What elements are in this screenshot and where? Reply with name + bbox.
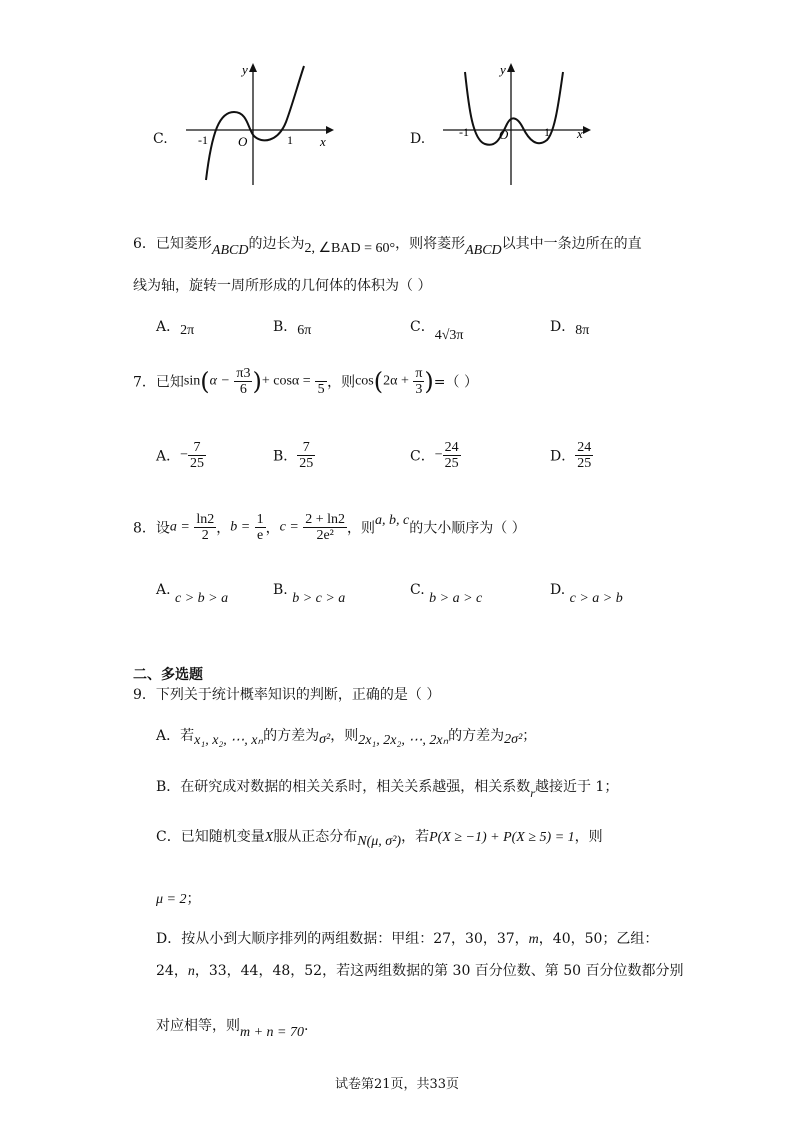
q7-cos: cos xyxy=(355,373,374,389)
option-label: A． xyxy=(156,448,181,465)
q8-comma-2: ， xyxy=(265,520,280,537)
math-x-list: x₁, x₂, ⋯, xₙ xyxy=(194,733,264,748)
q7-option-d xyxy=(550,440,593,471)
label-y: y xyxy=(500,62,506,77)
q9-stem: 9．下列关于统计概率知识的判断，正确的是（ ） xyxy=(133,687,441,703)
text: ，33，44，48，52，若这两组数据的第 30 百分位数、第 50 百分位数都分别 xyxy=(194,963,684,979)
frac-num: 7 xyxy=(297,440,315,456)
math-normal: N(μ, σ²) xyxy=(357,834,402,849)
math-sigma-sq: σ² xyxy=(319,732,331,747)
q8-then: ，则 xyxy=(347,520,376,537)
q9-option-a xyxy=(156,725,537,748)
option-value: 2π xyxy=(180,323,195,338)
text: B．在研究成对数据的相关关系时，相关关系越强，相关系数 xyxy=(156,779,531,795)
text: 服从正态分布 xyxy=(273,829,358,845)
x-axis-arrow xyxy=(583,126,591,134)
math-n: n xyxy=(187,964,195,979)
label-neg-one: -1 xyxy=(198,133,208,147)
q9-option-c-line2 xyxy=(156,888,200,908)
math-probability: P(X ≥ −1) + P(X ≥ 5) = 1 xyxy=(429,830,575,845)
label-y: y xyxy=(242,62,248,77)
frac-den: e xyxy=(257,528,264,543)
frac-den: 6 xyxy=(239,382,247,397)
frac-num: 24 xyxy=(444,440,459,455)
frac-num xyxy=(315,366,327,382)
left-paren: ( xyxy=(200,367,210,396)
option-value: 6π xyxy=(297,323,312,338)
option-fraction xyxy=(297,440,315,471)
q7-pi-over-6 xyxy=(234,366,252,397)
text: 的方差为 xyxy=(263,728,320,744)
label-one: 1 xyxy=(544,125,550,139)
option-sign: − xyxy=(434,447,443,463)
option-label: C． xyxy=(410,448,435,465)
text: ； xyxy=(522,728,537,744)
frac-num: ln2 xyxy=(196,512,215,527)
math-mu: μ = 2 xyxy=(156,892,187,907)
graph-option-c xyxy=(186,60,336,190)
q7-plus-cos: + cosα = xyxy=(261,373,311,389)
q6-line2: 线为轴，旋转一周所形成的几何体的体积为（ ） xyxy=(133,278,432,294)
q7-alpha-minus: α − xyxy=(209,373,230,389)
math-sum: m + n = 70 xyxy=(240,1025,305,1040)
text: C．已知随机变量 xyxy=(156,829,265,845)
right-paren: ) xyxy=(424,367,434,396)
option-c-label: C. xyxy=(153,131,168,147)
q8-c-eq: c = xyxy=(279,519,299,535)
q6-stem-c: ，则将菱形 xyxy=(395,236,466,252)
q6-option-b xyxy=(273,316,311,336)
label-origin: O xyxy=(499,127,509,142)
right-paren: ) xyxy=(252,367,262,396)
q8-abc: a, b, c xyxy=(375,512,410,528)
q8-option-b xyxy=(273,582,346,606)
left-paren: ( xyxy=(373,367,384,396)
q6-abcd-2: ABCD xyxy=(465,243,502,258)
text: ，若 xyxy=(401,829,430,845)
math-2sigma-sq: 2σ² xyxy=(504,732,523,747)
option-fraction xyxy=(188,440,206,471)
frac-num: 1 xyxy=(256,512,264,527)
graph-option-d xyxy=(443,60,593,190)
option-fraction xyxy=(575,440,593,471)
q7-stem xyxy=(133,366,478,397)
option-sign: − xyxy=(180,447,189,463)
q8-b-fraction xyxy=(255,512,266,543)
frac-num xyxy=(234,366,252,382)
frac-den: 5 xyxy=(317,382,325,397)
curve-c xyxy=(206,66,304,180)
q6-option-c xyxy=(410,316,464,343)
q9-option-b xyxy=(156,776,619,800)
q7-pi-over-3 xyxy=(413,366,424,397)
q6-stem-a: 6．已知菱形 xyxy=(133,236,212,252)
q6-condition: 2, ∠BAD = 60° xyxy=(304,241,396,256)
text: . xyxy=(304,1018,309,1034)
q8-option-c xyxy=(410,582,483,606)
option-label: A. xyxy=(156,582,171,598)
q8-comma: ， xyxy=(216,520,231,537)
q8-a-eq: a = xyxy=(169,519,190,535)
option-value: b > a > c xyxy=(429,591,483,606)
q7-option-b xyxy=(273,440,315,471)
text: A．若 xyxy=(156,728,195,744)
frac-den: 2e² xyxy=(316,528,334,543)
y-axis-arrow xyxy=(507,63,515,72)
section-title: 二、多选题 xyxy=(133,667,203,683)
q7-fifth xyxy=(315,366,327,397)
q7-equals: =（ ） xyxy=(433,374,478,391)
option-value: 4√3π xyxy=(434,328,464,343)
q6-option-a xyxy=(156,316,194,336)
option-label: A． xyxy=(156,319,181,335)
q8-option-a xyxy=(156,582,229,606)
page-footer: 试卷第21页，共33页 xyxy=(334,1077,460,1092)
frac-num: 7 xyxy=(188,440,206,456)
text: ，则 xyxy=(330,728,359,744)
frac-den: 2 xyxy=(201,528,209,543)
frac-den: 25 xyxy=(444,456,459,471)
q9-option-d-line3 xyxy=(156,1015,309,1040)
text: D．按从小到大顺序排列的两组数据：甲组：27，30，37， xyxy=(156,931,529,947)
option-label: B． xyxy=(273,448,298,465)
q9-option-d xyxy=(156,928,658,948)
option-value: c > a > b xyxy=(569,591,623,606)
q7-option-c xyxy=(410,440,461,471)
option-label: D． xyxy=(550,319,576,335)
text: ，则 xyxy=(574,829,603,845)
text: 对应相等，则 xyxy=(156,1018,240,1034)
q6-abcd: ABCD xyxy=(211,243,249,258)
math-m: m xyxy=(528,932,539,947)
text: 24， xyxy=(156,963,188,979)
option-label: D． xyxy=(550,448,576,465)
q7-option-a xyxy=(156,440,206,471)
frac-den: 25 xyxy=(190,456,205,471)
q9-option-c xyxy=(156,826,603,849)
q6-option-d xyxy=(550,316,589,336)
frac-num: 24 xyxy=(577,440,592,455)
option-fraction xyxy=(443,440,461,471)
pi: π xyxy=(236,366,244,381)
option-value: 8π xyxy=(575,323,590,338)
option-label: C． xyxy=(410,319,435,335)
q7-sin: sin xyxy=(183,373,201,389)
label-neg-one: -1 xyxy=(459,125,469,139)
label-x: x xyxy=(320,134,326,149)
option-label: B． xyxy=(273,319,298,335)
q8-b-eq: b = xyxy=(230,519,251,535)
frac-den: 25 xyxy=(299,456,314,471)
q8-stem xyxy=(133,512,526,543)
frac-num: 2 + ln2 xyxy=(305,512,346,527)
label-origin: O xyxy=(238,134,248,149)
option-value: c > b > a xyxy=(175,591,229,606)
text: ； xyxy=(186,891,201,907)
option-d-label: D. xyxy=(410,131,426,147)
q8-label: 8．设 xyxy=(133,520,170,537)
text: ，40，50；乙组： xyxy=(538,931,659,947)
label-x: x xyxy=(577,126,583,141)
q7-two-alpha-plus: 2α + xyxy=(383,373,409,389)
three-sup: 3 xyxy=(243,366,251,381)
frac-den: 3 xyxy=(415,382,423,397)
label-one: 1 xyxy=(287,133,293,147)
q6-stem-d: 以其中一条边所在的直 xyxy=(501,236,642,252)
q8-tail: 的大小顺序为（ ） xyxy=(409,520,526,537)
option-value: b > c > a xyxy=(292,591,346,606)
frac-num: π xyxy=(415,366,423,381)
option-label: C. xyxy=(410,582,425,598)
q8-c-fraction xyxy=(303,512,347,543)
text: 越接近于 1； xyxy=(534,779,619,795)
q6-line1 xyxy=(133,233,642,258)
x-axis-arrow xyxy=(326,126,334,134)
q6-stem-b: 的边长为 xyxy=(248,236,305,252)
text: 的方差为 xyxy=(448,728,505,744)
option-label: D. xyxy=(550,582,566,598)
math-2x-list: 2x₁, 2x₂, ⋯, 2xₙ xyxy=(358,733,449,748)
frac-den: 25 xyxy=(577,456,592,471)
q8-a-fraction xyxy=(194,512,216,543)
y-axis-arrow xyxy=(249,63,257,72)
math-r: r xyxy=(530,786,535,800)
q9-option-d-line2 xyxy=(156,960,684,980)
math-X: X xyxy=(264,830,274,845)
option-label: B. xyxy=(273,582,288,598)
q8-option-d xyxy=(550,582,623,606)
q7-then: ，则 xyxy=(327,374,356,391)
q7-label: 7．已知 xyxy=(133,374,184,391)
